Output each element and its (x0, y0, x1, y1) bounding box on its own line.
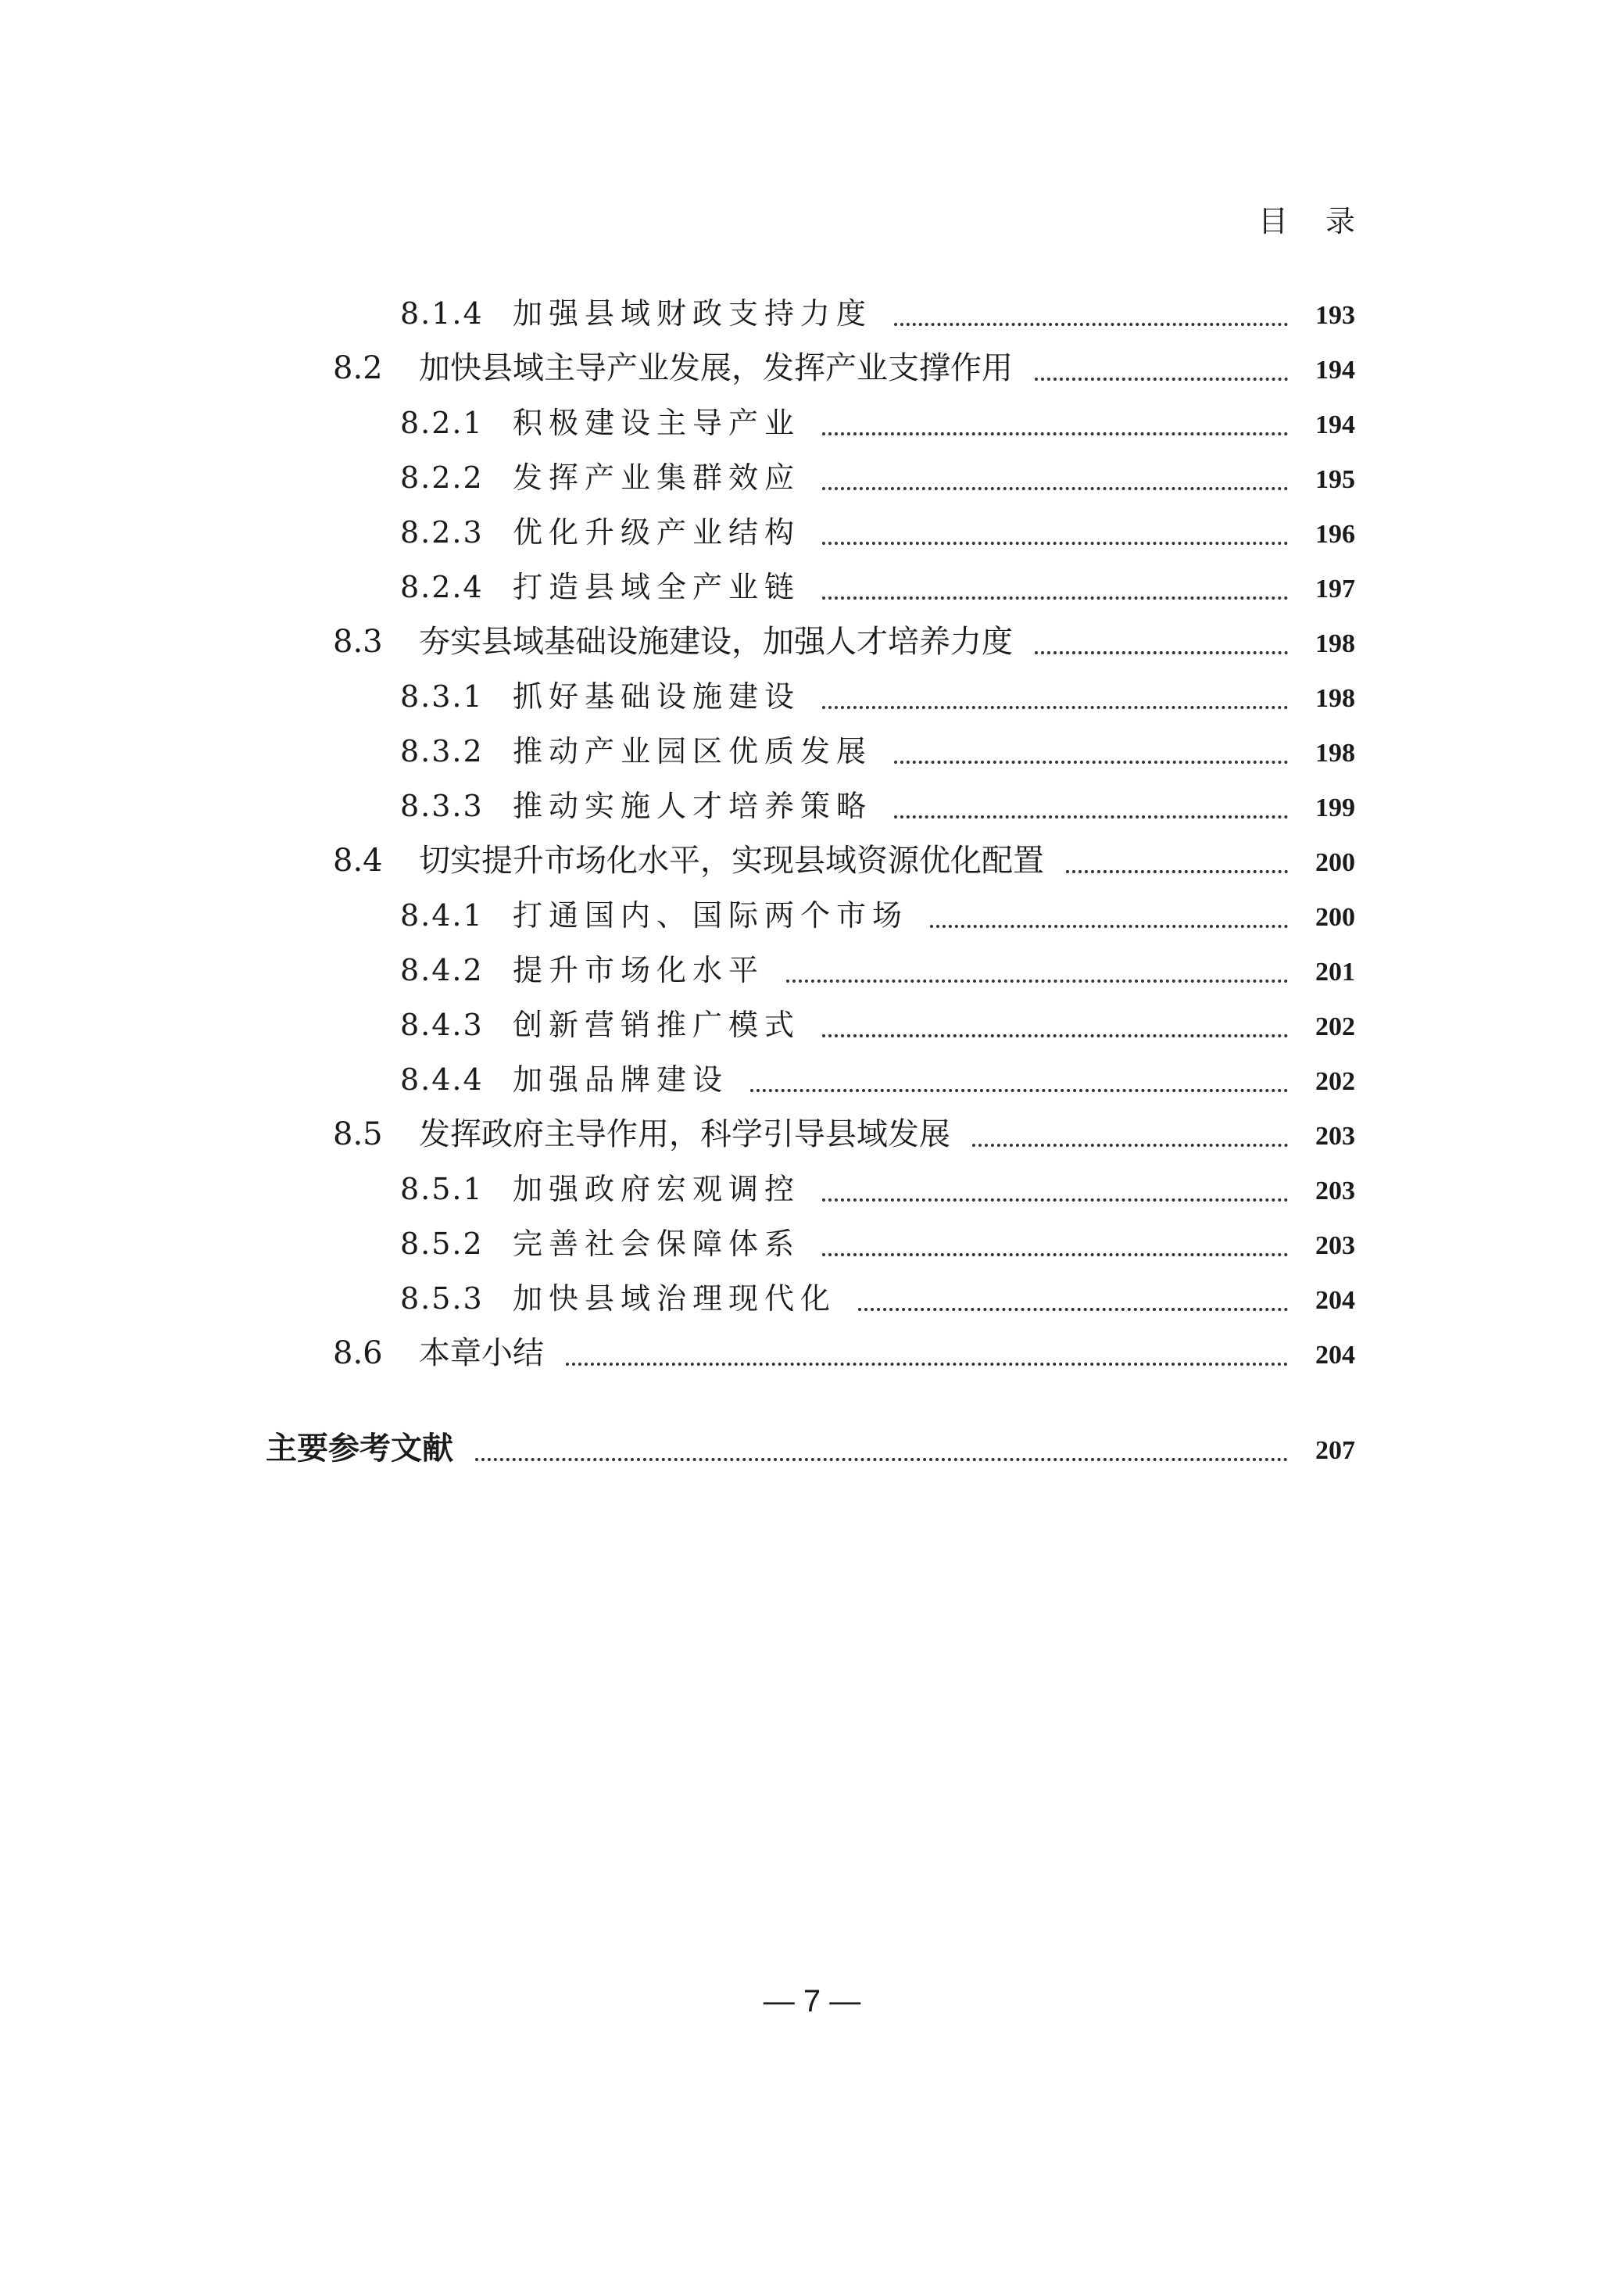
toc-subsection-entry[interactable] (266, 1052, 1355, 1107)
toc-entry-title: 加强品牌建设 (513, 1062, 729, 1097)
toc-entry-page: 194 (1315, 410, 1355, 439)
toc-entry-page: 204 (1315, 1341, 1355, 1370)
toc-entry-title: 加强县域财政支持力度 (513, 296, 873, 331)
dot-leader (894, 323, 1288, 326)
dot-leader (750, 1089, 1288, 1092)
toc-entry-number: 8.6 (333, 1335, 383, 1371)
toc-entry-page: 193 (1315, 301, 1355, 330)
dot-leader (822, 1253, 1288, 1256)
toc-entry-page: 202 (1315, 1067, 1355, 1096)
toc-entry-page: 204 (1315, 1286, 1355, 1315)
dot-leader (822, 432, 1288, 435)
dot-leader (1035, 651, 1288, 654)
toc-entry-number: 8.2.3 (400, 515, 484, 550)
dot-leader (972, 1144, 1288, 1147)
section-gap (266, 1381, 1355, 1421)
dot-leader (822, 1198, 1288, 1202)
page-number: — 7 — (763, 1984, 861, 2018)
dot-leader (566, 1363, 1288, 1366)
toc-entry-number: 8.5.2 (400, 1227, 484, 1261)
toc-subsection-entry[interactable] (266, 888, 1355, 943)
toc-section-entry[interactable] (266, 1107, 1355, 1162)
toc-subsection-entry[interactable] (266, 669, 1355, 724)
toc-subsection-entry[interactable] (266, 1271, 1355, 1326)
toc-entry-number: 8.3.3 (400, 789, 484, 823)
toc-entry-title: 本章小结 (419, 1335, 544, 1371)
toc-entry-number: 8.2.2 (400, 460, 484, 495)
toc-entry-title: 加强政府宏观调控 (513, 1172, 801, 1206)
running-header: 目录 (1257, 204, 1393, 238)
toc-section-entry[interactable] (266, 833, 1355, 888)
toc-entry-page: 194 (1315, 356, 1355, 385)
toc-entry-number: 8.4 (333, 843, 383, 879)
table-of-contents (266, 286, 1355, 1476)
toc-entry-page: 196 (1315, 520, 1355, 549)
toc-entry-number: 8.2.4 (400, 570, 484, 604)
toc-entry-number: 8.2 (333, 350, 383, 386)
dot-leader (858, 1308, 1288, 1311)
toc-entry-title: 加快县域主导产业发展，发挥产业支撑作用 (419, 350, 1013, 386)
toc-entry-page: 200 (1315, 903, 1355, 932)
toc-entry-title: 提升市场化水平 (513, 953, 765, 987)
dot-leader (894, 815, 1288, 818)
toc-entry-page: 198 (1315, 739, 1355, 768)
toc-entry-page: 203 (1315, 1177, 1355, 1205)
toc-entry-number: 8.1.4 (400, 296, 484, 331)
toc-subsection-entry[interactable] (266, 1216, 1355, 1271)
toc-entry-page: 203 (1315, 1122, 1355, 1151)
toc-entry-number: 8.5.3 (400, 1281, 484, 1316)
dot-leader (1035, 378, 1288, 381)
dot-leader (786, 980, 1288, 983)
toc-subsection-entry[interactable] (266, 286, 1355, 341)
toc-entry-page: 195 (1315, 465, 1355, 494)
toc-entry-page: 198 (1315, 684, 1355, 713)
toc-entry-page: 197 (1315, 575, 1355, 604)
toc-entry-title: 推动产业园区优质发展 (513, 734, 873, 768)
toc-entry-title: 完善社会保障体系 (513, 1227, 801, 1261)
toc-entry-number: 8.2.1 (400, 406, 484, 440)
toc-entry-number: 8.3.1 (400, 679, 484, 714)
toc-references-entry[interactable] (266, 1421, 1355, 1476)
toc-entry-title: 打通国内、国际两个市场 (513, 898, 909, 933)
toc-entry-page: 201 (1315, 958, 1355, 987)
toc-section-entry[interactable] (266, 1326, 1355, 1381)
toc-entry-title: 创新营销推广模式 (513, 1008, 801, 1042)
toc-entry-page: 200 (1315, 848, 1355, 877)
toc-entry-title: 打造县域全产业链 (513, 570, 801, 604)
toc-entry-title: 切实提升市场化水平，实现县域资源优化配置 (419, 843, 1044, 879)
toc-entry-title: 推动实施人才培养策略 (513, 789, 873, 823)
toc-entry-page: 202 (1315, 1012, 1355, 1041)
toc-subsection-entry[interactable] (266, 450, 1355, 505)
dot-leader (930, 925, 1288, 928)
dot-leader (894, 761, 1288, 764)
dot-leader (1066, 870, 1288, 873)
toc-entry-title: 抓好基础设施建设 (513, 679, 801, 714)
toc-entry-title: 发挥产业集群效应 (513, 460, 801, 495)
dot-leader (822, 1034, 1288, 1037)
toc-entry-page: 199 (1315, 793, 1355, 822)
toc-entry-number: 8.4.3 (400, 1008, 484, 1042)
toc-subsection-entry[interactable] (266, 779, 1355, 833)
toc-entry-number: 8.4.2 (400, 953, 484, 987)
toc-section-entry[interactable] (266, 614, 1355, 669)
toc-subsection-entry[interactable] (266, 396, 1355, 450)
toc-entry-number: 8.5.1 (400, 1172, 484, 1206)
toc-entry-title: 积极建设主导产业 (513, 406, 801, 440)
toc-entry-page: 198 (1315, 629, 1355, 658)
dot-leader (822, 542, 1288, 545)
toc-subsection-entry[interactable] (266, 505, 1355, 560)
toc-subsection-entry[interactable] (266, 998, 1355, 1052)
toc-entry-number: 8.4.4 (400, 1062, 484, 1097)
toc-subsection-entry[interactable] (266, 1162, 1355, 1216)
toc-entry-page: 203 (1315, 1231, 1355, 1260)
toc-subsection-entry[interactable] (266, 943, 1355, 998)
toc-entry-title: 夯实县域基础设施建设，加强人才培养力度 (419, 624, 1013, 660)
references-title: 主要参考文献 (266, 1431, 453, 1467)
toc-entry-number: 8.5 (333, 1116, 383, 1152)
dot-leader (822, 596, 1288, 600)
dot-leader (475, 1458, 1288, 1461)
dot-leader (822, 706, 1288, 709)
references-page: 207 (1315, 1436, 1355, 1465)
toc-entry-title: 发挥政府主导作用，科学引导县域发展 (419, 1116, 950, 1152)
toc-subsection-entry[interactable] (266, 724, 1355, 779)
toc-entry-title: 加快县域治理现代化 (513, 1281, 837, 1316)
toc-entry-number: 8.3 (333, 624, 383, 660)
toc-entry-title: 优化升级产业结构 (513, 515, 801, 550)
toc-subsection-entry[interactable] (266, 560, 1355, 614)
dot-leader (822, 487, 1288, 490)
toc-section-entry[interactable] (266, 341, 1355, 396)
toc-entry-number: 8.4.1 (400, 898, 484, 933)
toc-entry-number: 8.3.2 (400, 734, 484, 768)
